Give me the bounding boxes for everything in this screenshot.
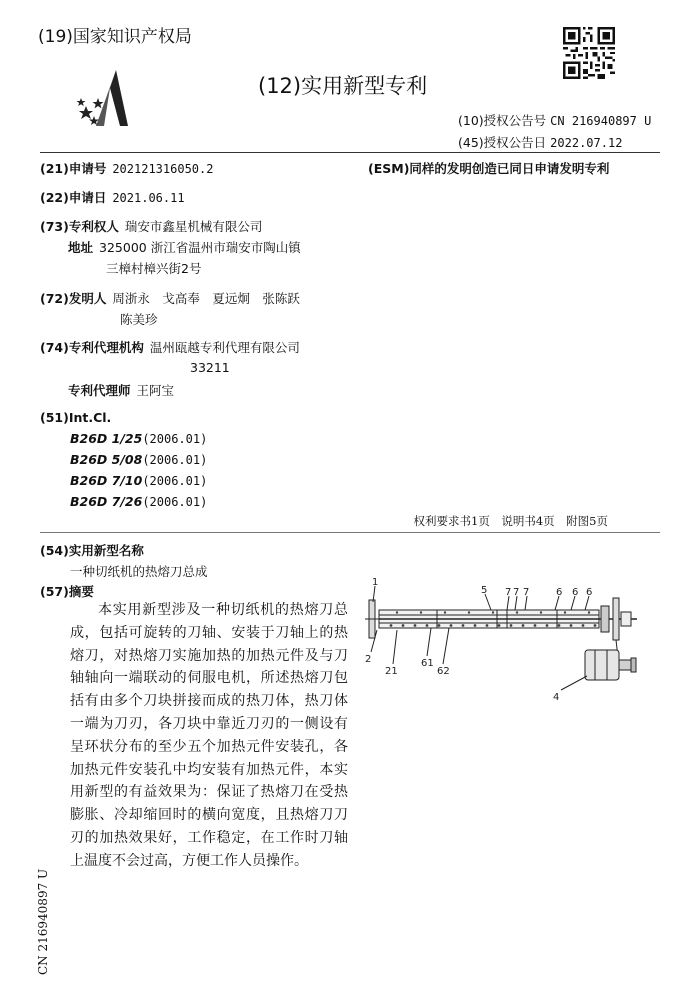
ipc-entry: B26D 1/25(2006.01) xyxy=(70,431,208,446)
esm-note: (ESM)同样的发明创造已同日申请发明专利 xyxy=(368,161,610,176)
address: 地址 325000 浙江省温州市瑞安市陶山镇 xyxy=(68,240,301,255)
ipc-label: (51)Int.Cl. xyxy=(40,410,112,425)
ipc-entry: B26D 7/26(2006.01) xyxy=(70,494,208,509)
servo-motor xyxy=(585,650,636,680)
ipc-entry: B26D 5/08(2006.01) xyxy=(70,452,208,467)
figure-label: 6 xyxy=(586,587,593,598)
publication-number: (10)授权公告号 CN 216940897 U xyxy=(458,113,652,128)
side-publication-code: CN 216940897 U xyxy=(36,868,50,975)
qr-code-icon xyxy=(563,27,615,79)
abstract-figure xyxy=(357,578,657,708)
figure-label: 62 xyxy=(437,666,450,677)
figure-label: 4 xyxy=(553,692,560,703)
application-date: (22)申请日 2021.06.11 xyxy=(40,190,185,205)
page-counts: 权利要求书1页 说明书4页 附图5页 xyxy=(413,514,608,528)
patent-agency: (74)专利代理机构 温州瓯越专利代理有限公司 xyxy=(40,340,300,355)
bearing xyxy=(601,606,609,632)
figure-label: 2 xyxy=(365,654,372,665)
header-divider xyxy=(40,152,660,153)
agency-code: 33211 xyxy=(190,360,230,375)
figure-label: 6 xyxy=(556,587,563,598)
patentee: (73)专利权人 瑞安市鑫星机械有限公司 xyxy=(40,219,263,234)
figure-label: 7 xyxy=(523,587,530,598)
figure-label: 5 xyxy=(481,585,488,596)
figure-label: 7 xyxy=(513,587,520,598)
document-type: (12)实用新型专利 xyxy=(258,74,428,98)
address-line-2: 三樟村樟兴街2号 xyxy=(106,261,202,276)
ipc-entry: B26D 7/10(2006.01) xyxy=(70,473,208,488)
figure-label: 21 xyxy=(385,666,398,677)
figure-label: 1 xyxy=(372,578,379,588)
publication-date: (45)授权公告日 2022.07.12 xyxy=(458,135,623,150)
cnipa-logo xyxy=(76,66,140,130)
abstract-text: 本实用新型涉及一种切纸机的热熔刀总成，包括可旋转的刀轴、安装于刀轴上的热熔刀，对热熔刀实施加热的加热元件及与刀轴轴向一端联动的伺服电机，所述热熔刀包括有由多个刀块拼接而成的热刀体，热刀体一端为刀刃，各刀块中靠近刀刃的一侧设有呈环状分布的至少五个加热元件安装孔，各加热元件安装孔中均安装有加热元件，本实用新型的有益效果为：保证了热熔刀在受热膨胀、冷却缩回时的横向宽度，且热熔刀刀刃的加热效果好，工作稳定，在工作时刀轴上温度不会过高，方便工作人员操作。 xyxy=(70,602,348,869)
figure-label: 7 xyxy=(505,587,512,598)
pulley xyxy=(613,598,619,640)
inventors: (72)发明人 周浙永 戈高奉 夏远炯 张陈跃 xyxy=(40,291,300,306)
figure-label: 61 xyxy=(421,658,434,669)
inventors-line-2: 陈美珍 xyxy=(120,312,158,327)
application-number: (21)申请号 202121316050.2 xyxy=(40,161,214,176)
utility-model-title-label: (54)实用新型名称 xyxy=(40,543,144,558)
abstract-label: (57)摘要 xyxy=(40,584,94,599)
office-name: (19)国家知识产权局 xyxy=(38,27,192,47)
figure-label: 6 xyxy=(572,587,579,598)
section-divider xyxy=(40,532,660,533)
patent-agent: 专利代理师 王阿宝 xyxy=(68,383,175,398)
utility-model-title: 一种切纸机的热熔刀总成 xyxy=(70,564,208,579)
